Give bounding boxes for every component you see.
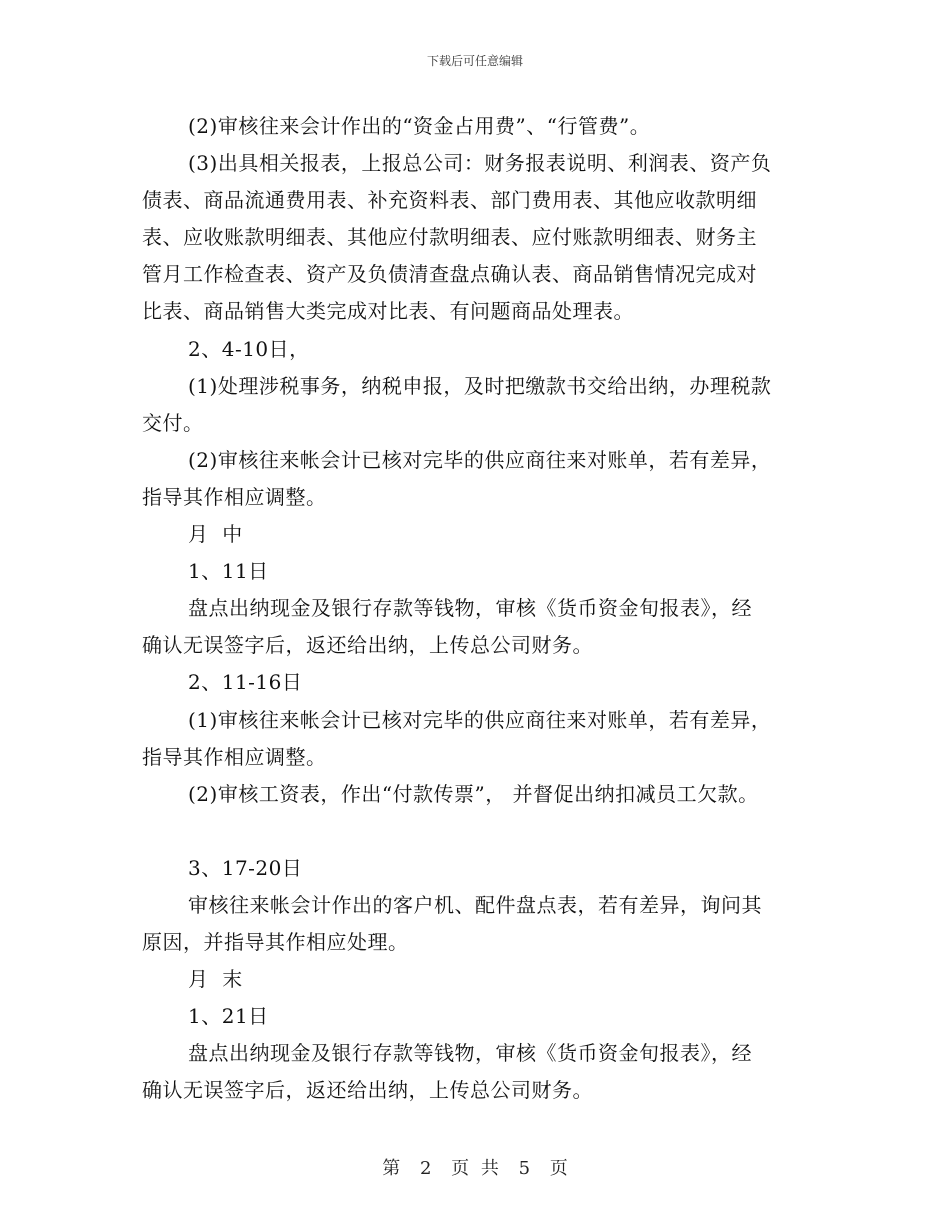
paragraph-line: 指导其作相应调整。 xyxy=(142,484,327,509)
paragraph-line: 管月工作检查表、资产及负债清查盘点确认表、商品销售情况完成对 xyxy=(142,262,757,287)
blank-line xyxy=(142,813,812,850)
paragraph-line: (2)审核工资表，作出“付款传票”， 并督促出纳扣减员工欠款。 xyxy=(188,781,759,806)
paragraph-line: 指导其作相应调整。 xyxy=(142,744,327,769)
footer-prefix: 第 xyxy=(382,1158,401,1179)
section-date-heading: 3、17-20日 xyxy=(188,855,303,880)
paragraph-line: 确认无误签字后，返还给出纳，上传总公司财务。 xyxy=(142,633,593,658)
paragraph-line: 表、应收账款明细表、其他应付款明细表、应付账款明细表、财务主 xyxy=(142,225,757,250)
section-date-heading: 1、21日 xyxy=(188,1004,269,1029)
page-header: 下载后可任意编辑 xyxy=(426,54,523,68)
page-number: 2 xyxy=(419,1158,432,1179)
section-date-heading: 1、11日 xyxy=(188,559,269,584)
section-date-heading: 2、11-16日 xyxy=(188,670,303,695)
paragraph-line: (3)出具相关报表，上报总公司：财务报表说明、利润表、资产负 xyxy=(188,151,772,176)
paragraph-line: (1)处理涉税事务，纳税申报，及时把缴款书交给出纳，办理税款 xyxy=(188,373,772,398)
paragraph-line: (1)审核往来帐会计已核对完毕的供应商往来对账单，若有差异， xyxy=(188,707,772,732)
paragraph-line: 盘点出纳现金及银行存款等钱物，审核《货币资金旬报表》，经 xyxy=(188,1041,752,1066)
paragraph-line: (2)审核往来会计作出的“资金占用费”、“行管费”。 xyxy=(188,114,651,138)
paragraph-line: 交付。 xyxy=(142,410,204,435)
paragraph-line: 确认无误签字后，返还给出纳，上传总公司财务。 xyxy=(142,1078,593,1103)
paragraph-line: 比表、商品销售大类完成对比表、有问题商品处理表。 xyxy=(142,299,634,324)
page-footer xyxy=(0,1154,950,1180)
footer-middle: 页 共 xyxy=(451,1158,499,1179)
section-heading-mid-month: 月 中 xyxy=(188,522,243,547)
paragraph-line: 盘点出纳现金及银行存款等钱物，审核《货币资金旬报表》，经 xyxy=(188,596,752,621)
document-body xyxy=(142,108,812,1110)
paragraph-line: 债表、商品流通费用表、补充资料表、部门费用表、其他应收款明细 xyxy=(142,188,757,213)
total-pages: 5 xyxy=(518,1158,531,1179)
paragraph-line: 审核往来帐会计作出的客户机、配件盘点表，若有差异，询问其 xyxy=(188,892,762,917)
section-heading-month-end: 月 末 xyxy=(188,967,243,992)
section-date-heading: 2、4-10日， xyxy=(188,336,310,361)
paragraph-line: 原因，并指导其作相应处理。 xyxy=(142,930,409,955)
paragraph-line: (2)审核往来帐会计已核对完毕的供应商往来对账单，若有差异， xyxy=(188,447,772,472)
footer-suffix: 页 xyxy=(549,1158,568,1179)
